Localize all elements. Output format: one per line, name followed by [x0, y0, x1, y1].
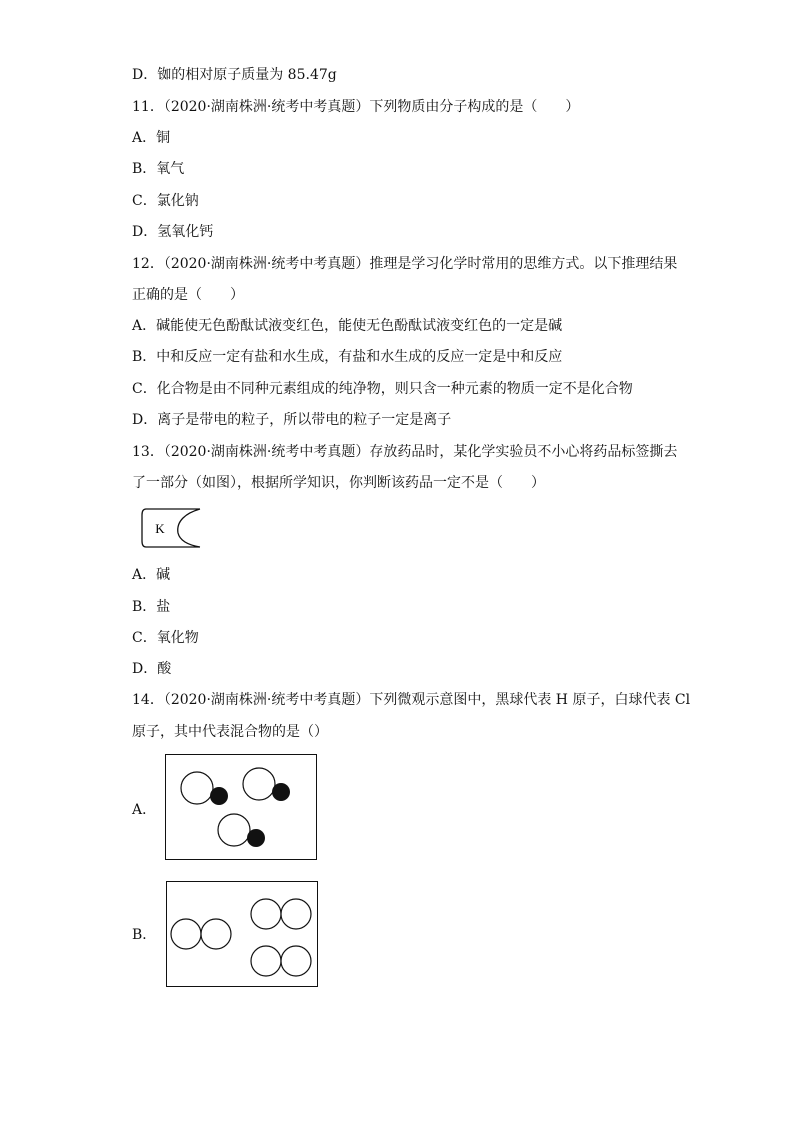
q13-stem-line-1: 13．（2020·湖南株洲·统考中考真题）存放药品时，某化学实验员不小心将药品标签撕去: [132, 444, 678, 460]
h-atom: [210, 787, 228, 805]
cl-atom: [251, 946, 281, 976]
q12-stem-line-2: 正确的是（ ）: [132, 287, 244, 303]
q10-option-d: D．铷的相对原子质量为 85.47g: [132, 67, 337, 83]
cl-atom: [251, 899, 281, 929]
q14-stem-line-1: 14．（2020·湖南株洲·统考中考真题）下列微观示意图中，黑球代表 H 原子，白球代表 Cl: [132, 692, 691, 708]
q13-option-d: D．酸: [132, 661, 172, 677]
q13-stem-line-2: 了一部分（如图），根据所学知识，你判断该药品一定不是（ ）: [132, 475, 545, 491]
label-letter: K: [155, 521, 165, 536]
q12-option-b: B．中和反应一定有盐和水生成，有盐和水生成的反应一定是中和反应: [132, 349, 563, 365]
q12-stem-line-1: 12．（2020·湖南株洲·统考中考真题）推理是学习化学时常用的思维方式。以下推理结果: [132, 256, 678, 272]
q14-option-b-diagram: [166, 881, 318, 987]
cl-atom: [281, 946, 311, 976]
h-atom: [247, 829, 265, 847]
q14-option-b-label: B．: [132, 927, 157, 943]
q13-option-b: B．盐: [132, 599, 171, 615]
cl-atom: [201, 919, 231, 949]
h-atom: [272, 783, 290, 801]
q12-option-c: C．化合物是由不同种元素组成的纯净物，则只含一种元素的物质一定不是化合物: [132, 381, 633, 397]
q14-option-a-label: A．: [132, 802, 157, 818]
cl-atom: [243, 768, 275, 800]
q14-stem-line-2: 原子，其中代表混合物的是（）: [132, 724, 328, 740]
q14-option-a-diagram: [165, 754, 317, 860]
cl-atom: [171, 919, 201, 949]
q13-option-a: A．碱: [132, 567, 171, 583]
torn-label-figure: [140, 507, 204, 549]
cl-atom: [281, 899, 311, 929]
q11-stem: 11．（2020·湖南株洲·统考中考真题）下列物质由分子构成的是（ ）: [132, 99, 580, 115]
cl-atom: [181, 772, 213, 804]
q11-option-c: C．氯化钠: [132, 193, 199, 209]
q12-option-d: D．离子是带电的粒子，所以带电的粒子一定是离子: [132, 412, 452, 428]
torn-label-outline: [142, 509, 200, 547]
q11-option-b: B．氧气: [132, 161, 185, 177]
q12-option-a: A．碱能使无色酚酞试液变红色，能使无色酚酞试液变红色的一定是碱: [132, 318, 563, 334]
q11-option-d: D．氢氧化钙: [132, 224, 214, 240]
q13-option-c: C．氧化物: [132, 630, 199, 646]
q11-option-a: A．铜: [132, 130, 171, 146]
cl-atom: [218, 814, 250, 846]
